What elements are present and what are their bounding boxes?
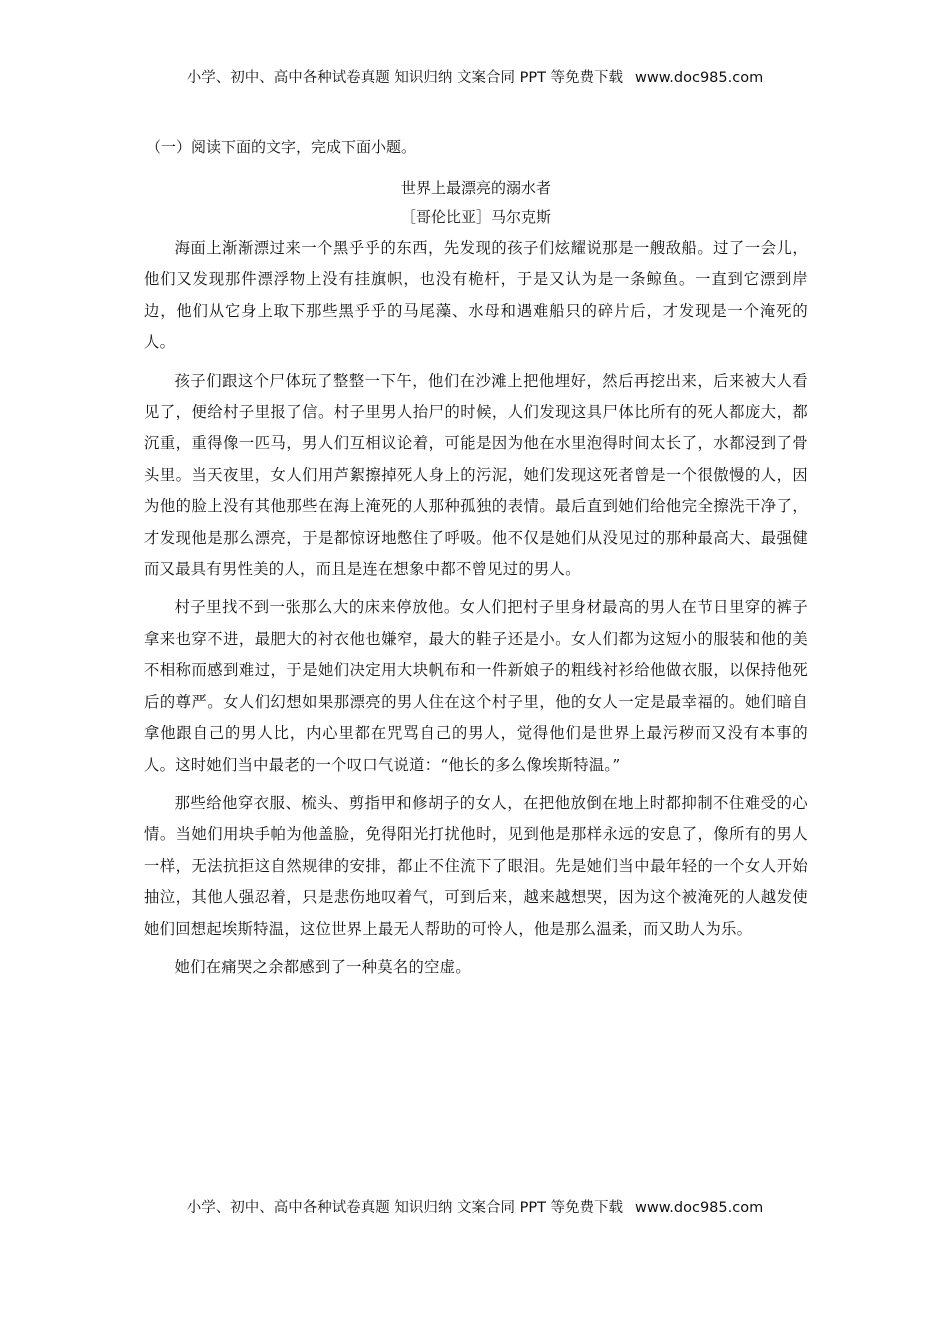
header-url[interactable]: www.doc985.com [635,70,764,86]
article-author: ［哥伦比亚］马尔克斯 [400,208,551,226]
footer-url[interactable]: www.doc985.com [635,1200,764,1216]
paragraph-3: 村子里找不到一张那么大的床来停放他。女人们把村子里身材最高的男人在节日里穿的裤子拿来也穿不进，最肥大的衬衣他也嫌窄，最大的鞋子还是小。女人们都为这短小的服装和他的美不相称而感到难过，于是她们决定用大块帆布和一件新娘子的粗线衬衫给他做衣服，以保持他死后的尊严。女人们幻想如果那漂亮的男人住在这个村子里，他的女人一定是最幸福的。她们暗自拿他跟自己的男人比，内心里都在咒骂自己的男人，觉得他们是世界上最污秽而又没有本事的人。这时她们当中最老的一个叹口气说道：“他长的多么像埃斯特温。” [144,598,808,774]
article-title: 世界上最漂亮的溺水者 [400,179,551,197]
page-footer [0,1196,950,1217]
section-intro: （一）阅读下面的文字，完成下面小题。 [146,138,417,156]
paragraph-2: 孩子们跟这个尸体玩了整整一下午，他们在沙滩上把他埋好，然后再挖出来，后来被大人看见了，便给村子里报了信。村子里男人抬尸的时候，人们发现这具尸体比所有的死人都庞大，都沉重，重得像一匹马，男人们互相议论着，可能是因为他在水里泡得时间太长了，水都浸到了骨头里。当天夜里，女人们用芦絮擦掉死人身上的污泥，她们发现这死者曾是一个很傲慢的人，因为他的脸上没有其他那些在海上淹死的人那种孤独的表情。最后直到她们给他完全擦洗干净了，才发现他是那么漂亮，于是都惊讶地憋住了呼吸。他不仅是她们从没见过的那种最高大、最强健而又最具有男性美的人，而且是连在想象中都不曾见过的男人。 [144,371,808,579]
document-body [144,133,808,990]
paragraph-4: 那些给他穿衣服、梳头、剪指甲和修胡子的女人，在把他放倒在地上时都抑制不住难受的心情。当她们用块手帕为他盖脸，免得阳光打扰他时，见到他是那样永远的安息了，像所有的男人一样，无法抗拒这自然规律的安排，都止不住流下了眼泪。先是她们当中最年轻的一个女人开始抽泣，其他人强忍着，只是悲伤地叹着气，可到后来，越来越想哭，因为这个被淹死的人越发使她们回想起埃斯特温，这位世界上最无人帮助的可怜人，他是那么温柔，而又助人为乐。 [144,793,808,938]
footer-text: 小学、初中、高中各种试卷真题 知识归纳 文案合同 PPT 等免费下载 [186,1200,624,1216]
paragraph-1: 海面上渐渐漂过来一个黑乎乎的东西，先发现的孩子们炫耀说那是一艘敌船。过了一会儿，他们又发现那件漂浮物上没有挂旗帜，也没有桅杆，于是又认为是一条鲸鱼。一直到它漂到岸边，他们从它身上取下那些黑乎乎的马尾藻、水母和遇难船只的碎片后，才发现是一个淹死的人。 [144,239,808,352]
paragraph-5: 她们在痛哭之余都感到了一种莫名的空虚。 [174,957,471,976]
header-text: 小学、初中、高中各种试卷真题 知识归纳 文案合同 PPT 等免费下载 [186,70,624,86]
page-header [0,66,950,87]
